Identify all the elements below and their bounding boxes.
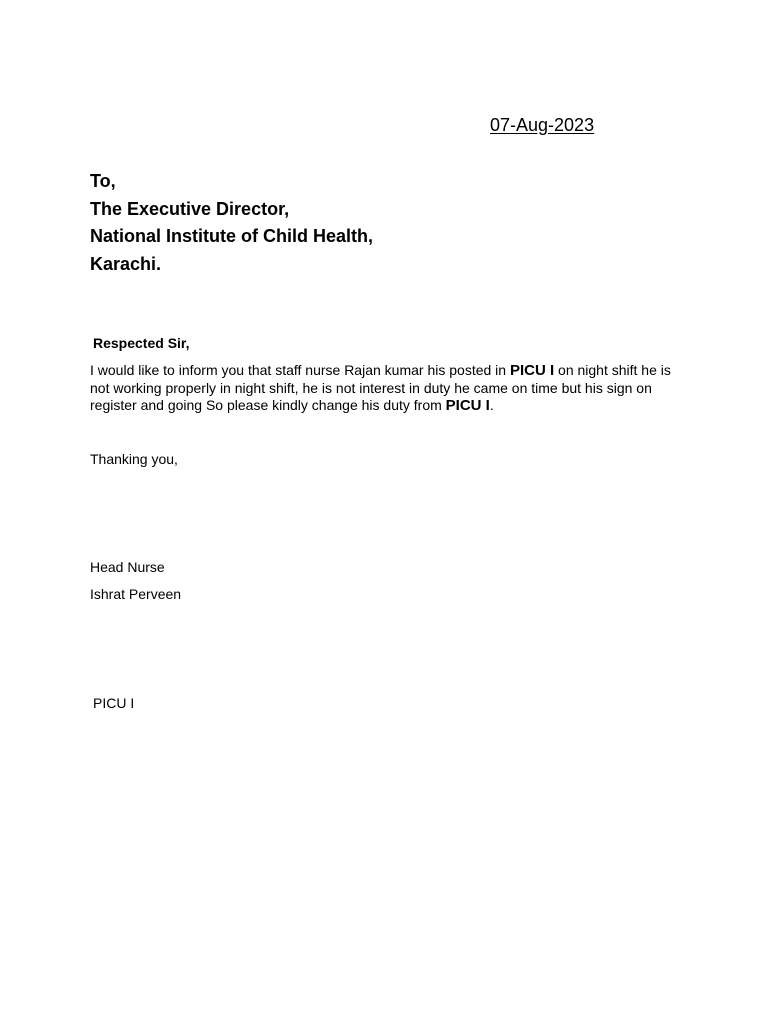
letter-body <box>90 362 680 415</box>
address-to: To, <box>90 171 116 191</box>
body-ward-2: PICU I <box>445 397 490 414</box>
body-ward-1: PICU I <box>509 362 555 379</box>
recipient-address <box>90 168 373 278</box>
address-city: Karachi. <box>90 253 162 274</box>
body-text-2: on night shift he is not working properly in night shift, he is not interest in duty he came on time but his sign on register and going So please kindly change his duty from <box>90 362 671 413</box>
address-organization: National Institute of Child Health, <box>90 226 373 246</box>
body-text-3: . <box>489 397 494 413</box>
signature-title: Head Nurse <box>90 559 165 575</box>
salutation: Respected Sir, <box>93 335 190 351</box>
department-label: PICU I <box>93 695 135 711</box>
closing: Thanking you, <box>90 451 178 467</box>
letter-date: 07-Aug-2023 <box>490 115 595 135</box>
signature-name: Ishrat Perveen <box>90 586 182 602</box>
body-text-1: I would like to inform you that staff nurse Rajan kumar his posted in <box>90 362 510 378</box>
address-title: The Executive Director, <box>90 198 290 219</box>
